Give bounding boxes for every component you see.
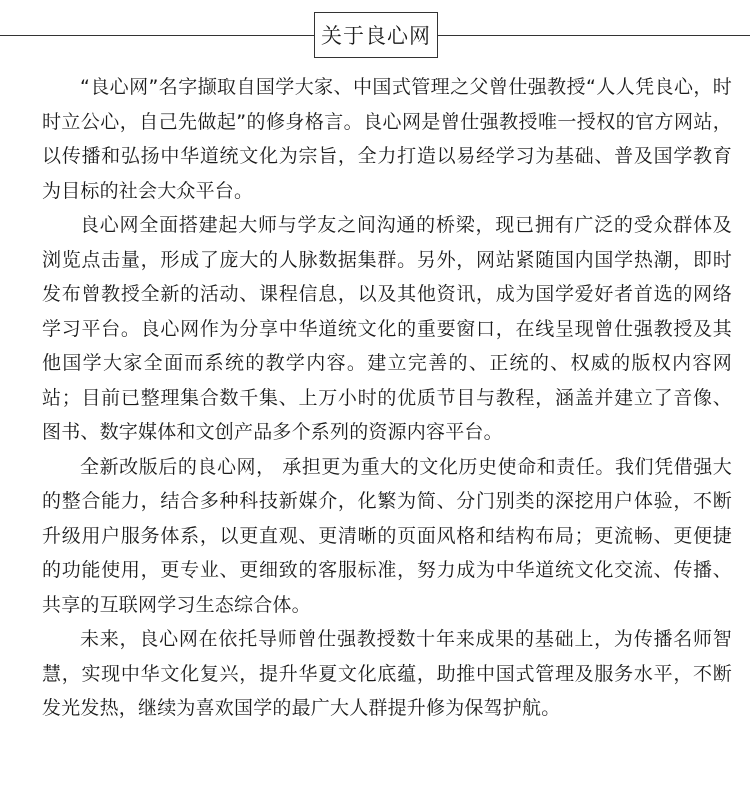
paragraph-future: 未来，良心网在依托导师曾仕强教授数十年来成果的基础上，为传播名师智慧，实现中华文化复兴，提升华夏文化底蕴，助推中国式管理及服务水平，不断发光发热，继续为喜欢国学的最广大人群提升修为保驾护航。 [42,628,732,719]
paragraph-redesign: 全新改版后的良心网， 承担更为重大的文化历史使命和责任。我们凭借强大的整合能力，结合多种科技新媒介，化繁为简、分门别类的深挖用户体验，不断升级用户服务体系，以更直观、更清晰的页面风格和结构布局；更流畅、更便捷的功能使用，更专业、更细致的客服标准，努力成为中华道统文化交流、传播、共享的互联网学习生态综合体。 [42,455,732,616]
about-content [42,70,732,726]
section-header [0,12,750,60]
paragraph-intro: “良心网”名字撷取自国学大家、中国式管理之父曾仕强教授“人人凭良心，时时立公心，自己先做起”的修身格言。良心网是曾仕强教授唯一授权的官方网站，以传播和弘扬中华道统文化为宗旨，全力打造以易经学习为基础、普及国学教育为目标的社会大众平台。 [42,76,732,202]
header-divider-left [0,35,314,36]
section-title: 关于良心网 [314,12,438,58]
paragraph-platform: 良心网全面搭建起大师与学友之间沟通的桥梁，现已拥有广泛的受众群体及浏览点击量，形成了庞大的人脉数据集群。另外，网站紧随国内国学热潮，即时发布曾教授全新的活动、课程信息，以及其他资讯，成为国学爱好者首选的网络学习平台。良心网作为分享中华道统文化的重要窗口，在线呈现曾仕强教授及其他国学大家全面而系统的教学内容。建立完善的、正统的、权威的版权内容网站；目前已整理集合数千集、上万小时的优质节目与教程，涵盖并建立了音像、图书、数字媒体和文创产品多个系列的资源内容平台。 [42,214,732,443]
header-divider-right [438,35,750,36]
